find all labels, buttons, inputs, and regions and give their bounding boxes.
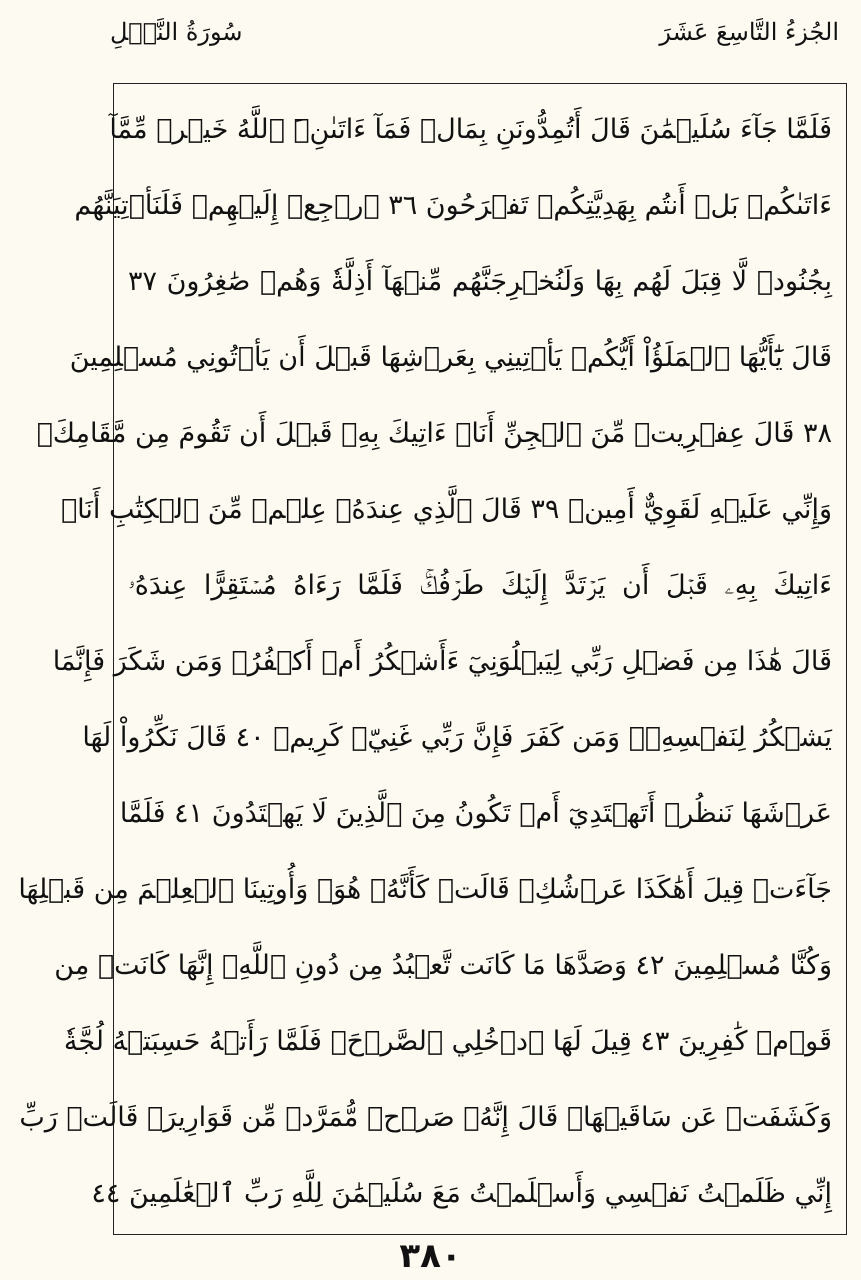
- text-line-3: بِجُنُودٖ لَّا قِبَلَ لَهُم بِهَا وَلَنُخۡرِجَنَّهُم مِّنۡهَآ أَذِلَّةٗ وَهُمۡ صَٰغِرُونَ ٣٧: [128, 266, 832, 297]
- verse-lines: [18, 92, 846, 1232]
- text-line-5: ٣٨ قَالَ عِفۡرِيتٞ مِّنَ ٱلۡجِنِّ أَنَا۠ ءَاتِيكَ بِهِۦ قَبۡلَ أَن تَقُومَ مِن مَّقَامِكَۖ: [36, 418, 832, 449]
- text-line-11: جَآءَتۡ قِيلَ أَهَٰكَذَا عَرۡشُكِۖ قَالَتۡ كَأَنَّهُۥ هُوَۚ وَأُوتِينَا ٱلۡعِلۡمَ مِن قَبۡلِهَا: [18, 874, 832, 905]
- text-line-15: إِنِّي ظَلَمۡتُ نَفۡسِي وَأَسۡلَمۡتُ مَعَ سُلَيۡمَٰنَ لِلَّهِ رَبِّ ٱلۡعَٰلَمِينَ ٤٤: [91, 1178, 832, 1209]
- text-line-2: ءَاتَىٰكُمۚ بَلۡ أَنتُم بِهَدِيَّتِكُمۡ تَفۡرَحُونَ ٣٦ ٱرۡجِعۡ إِلَيۡهِمۡ فَلَنَأۡتِيَنَّهُم: [74, 190, 832, 221]
- juz-title: الجُزءُ التَّاسِعَ عَشَرَ: [659, 18, 839, 46]
- text-line-1: فَلَمَّا جَآءَ سُلَيۡمَٰنَ قَالَ أَتُمِدُّونَنِ بِمَالٖ فَمَآ ءَاتَىٰنِۦَ ٱللَّهُ خَيۡرٞ مِّمَّآ: [109, 114, 832, 145]
- text-line-14: وَكَشَفَتۡ عَن سَاقَيۡهَاۚ قَالَ إِنَّهُۥ صَرۡحٞ مُّمَرَّدٞ مِّن قَوَارِيرَۗ قَالَتۡ رَبِّ: [19, 1102, 832, 1133]
- text-line-4: قَالَ يَٰٓأَيُّهَا ٱلۡمَلَؤُاْ أَيُّكُمۡ يَأۡتِينِي بِعَرۡشِهَا قَبۡلَ أَن يَأۡتُونِي مُسۡلِمِينَ: [69, 342, 832, 373]
- text-line-13: قَوۡمٖ كَٰفِرِينَ ٤٣ قِيلَ لَهَا ٱدۡخُلِي ٱلصَّرۡحَۖ فَلَمَّا رَأَتۡهُ حَسِبَتۡهُ لُجَّةٗ: [63, 1026, 832, 1057]
- text-line-10: عَرۡشَهَا نَنظُرۡ أَتَهۡتَدِيٓ أَمۡ تَكُونُ مِنَ ٱلَّذِينَ لَا يَهۡتَدُونَ ٤١ فَلَمَّا: [119, 798, 832, 829]
- page-number: ٣٨٠: [399, 1236, 462, 1276]
- text-line-7: ءَاتِيكَ بِهِۦ قَبۡلَ أَن يَرۡتَدَّ إِلَيۡكَ طَرۡفُكَۚ فَلَمَّا رَءَاهُ مُسۡتَقِرًّا عِندَهُۥ: [128, 570, 832, 601]
- page-text-frame: [18, 83, 847, 1235]
- surah-title: سُورَةُ النَّمۡلِ: [110, 18, 243, 46]
- text-line-6: وَإِنِّي عَلَيۡهِ لَقَوِيٌّ أَمِينٞ ٣٩ قَالَ ٱلَّذِي عِندَهُۥ عِلۡمٞ مِّنَ ٱلۡكِتَٰبِ أَنَا۠: [60, 494, 832, 525]
- text-line-12: وَكُنَّا مُسۡلِمِينَ ٤٢ وَصَدَّهَا مَا كَانَت تَّعۡبُدُ مِن دُونِ ٱللَّهِۖ إِنَّهَا كَانَتۡ مِن: [54, 950, 832, 981]
- text-line-9: يَشۡكُرُ لِنَفۡسِهِۦۖ وَمَن كَفَرَ فَإِنَّ رَبِّي غَنِيّٞ كَرِيمٞ ٤٠ قَالَ نَكِّرُواْ لَهَا: [82, 722, 832, 753]
- text-line-8: قَالَ هَٰذَا مِن فَضۡلِ رَبِّي لِيَبۡلُوَنِيٓ ءَأَشۡكُرُ أَمۡ أَكۡفُرُۖ وَمَن شَكَرَ فَإِنَّمَا: [52, 646, 832, 677]
